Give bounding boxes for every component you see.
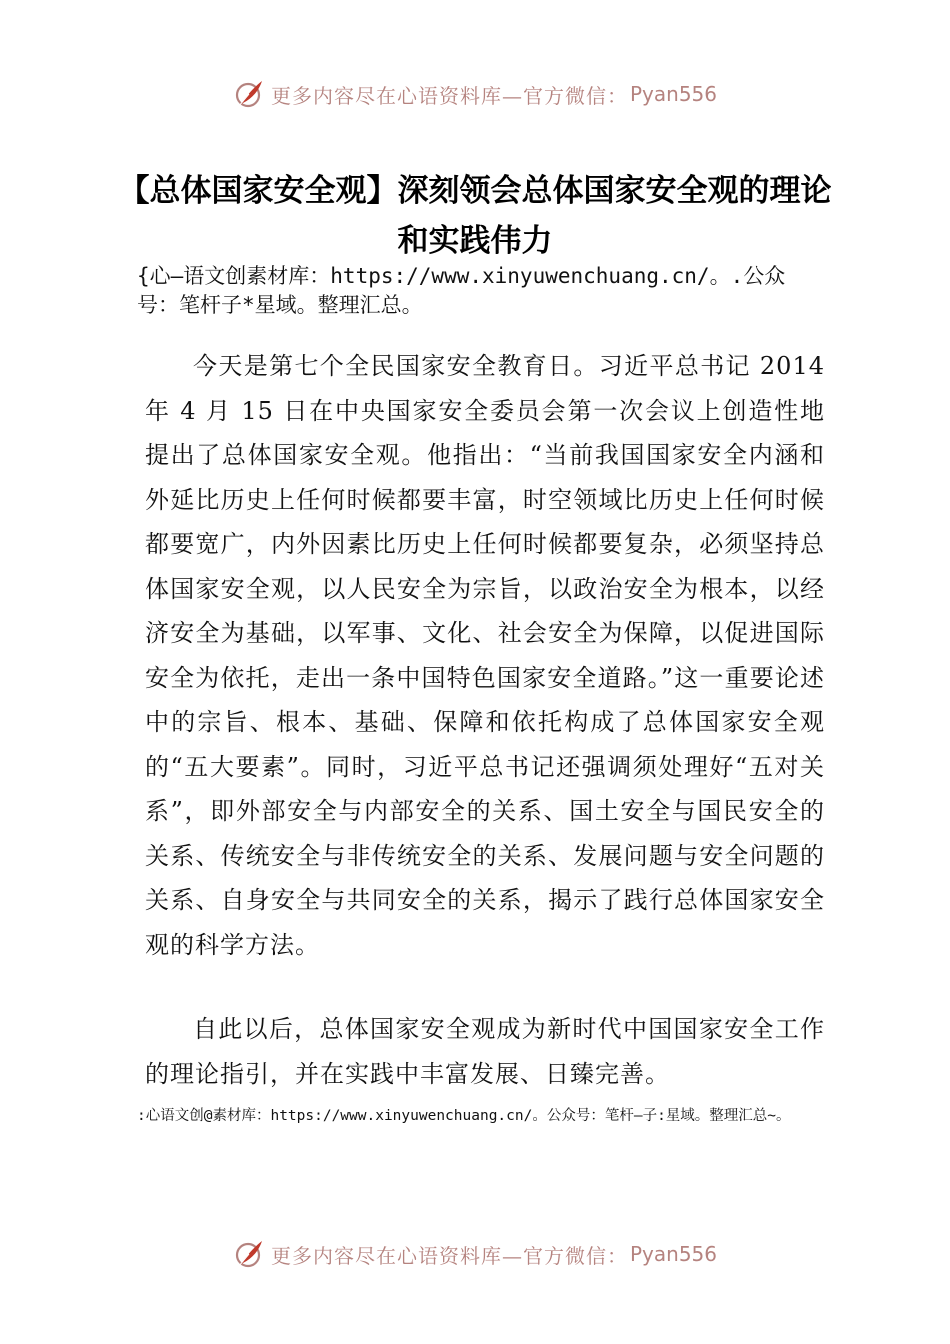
footer-note: :心语文创@素材库：https://www.xinyuwenchuang.cn/。公众号：笔杆—子:星域。整理汇总~。 xyxy=(137,1108,791,1124)
feather-quill-icon xyxy=(233,1238,265,1270)
paragraph-2: 自此以后，总体国家安全观成为新时代中国国家安全工作的理论指引，并在实践中丰富发展、日臻完善。 xyxy=(145,1015,825,1088)
banner-text: 更多内容尽在心语资料库—官方微信： xyxy=(270,1243,628,1268)
footer-banner xyxy=(0,1234,950,1274)
banner-text: 更多内容尽在心语资料库—官方微信： xyxy=(270,83,628,108)
paragraph-1: 今天是第七个全民国家安全教育日。习近平总书记 2014 年 4 月 15 日在中央国家安全委员会第一次会议上创造性地提出了总体国家安全观。他指出：“当前我国国家安全内涵和外延比历史上任何时候都要丰富，时空领域比历史上任何时候都要宽广，内外因素比历史上任何时候都要复杂，必须坚持总体国家安全观，以人民安全为宗旨，以政治安全为根本，以经济安全为基础，以军事、文化、社会安全为保障，以促进国际安全为依托，走出一条中国特色国家安全道路。”这一重要论述中的宗旨、根本、基础、保障和依托构成了总体国家安全观的“五大要素”。同时，习近平总书记还强调须处理好“五对关系”，即外部安全与内部安全的关系、国土安全与国民安全的关系、传统安全与非传统安全的关系、发展问题与安全问题的关系、自身安全与共同安全的关系，揭示了践行总体国家安全观的科学方法。 xyxy=(145,352,825,959)
header-banner xyxy=(0,74,950,114)
source-note: {心—语文创素材库：https://www.xinyuwenchuang.cn/。.公众号：笔杆子*星域。整理汇总。 xyxy=(137,264,786,317)
document-title: 【总体国家安全观】深刻领会总体国家安全观的理论和实践伟力 xyxy=(118,173,832,259)
wechat-id: Pyan556 xyxy=(629,1242,717,1266)
wechat-id: Pyan556 xyxy=(629,82,717,106)
feather-quill-icon xyxy=(233,78,265,110)
